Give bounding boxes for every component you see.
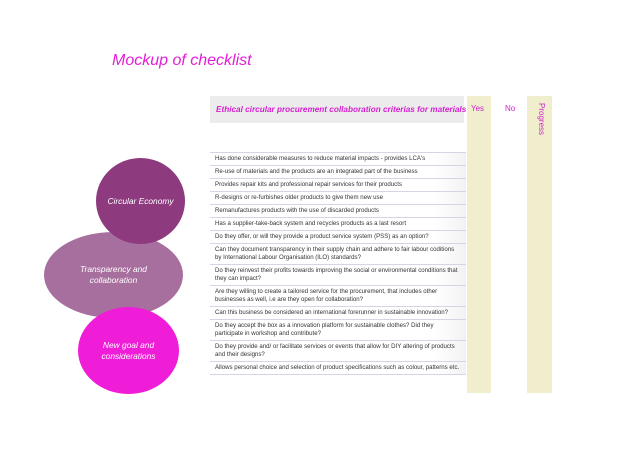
category-transparency-collaboration (44, 232, 183, 318)
category-circular-economy (96, 158, 185, 244)
yes-column-label: Yes (471, 104, 485, 113)
criteria-row[interactable]: Remanufactures products with the use of discarded products (210, 205, 466, 218)
criteria-row[interactable]: Allows personal choice and selection of product specifications such as colour, patterns etc. (210, 362, 466, 375)
criteria-row[interactable]: Has a supplier-take-back system and recycles products as a last resort (210, 218, 466, 231)
category-new-goal-considerations (78, 307, 179, 394)
criteria-row[interactable]: Re-use of materials and the products are an integrated part of the business (210, 166, 466, 179)
progress-column-label: Progress (537, 103, 546, 136)
criteria-row[interactable]: Can they document transparency in their supply chain and adhere to fair labour coditions by International Labour Organisation (ILO) standards? (210, 244, 466, 265)
criteria-row[interactable]: R-designs or re-furbishes older products to give them new use (210, 192, 466, 205)
category-label: Circular Economy (107, 195, 174, 206)
criteria-row[interactable]: Has done considerable measures to reduce material impacts - provides LCA's (210, 152, 466, 166)
criteria-row[interactable]: Do they reinvest their profits towards improving the social or environmental conditions that they can impact? (210, 265, 466, 286)
progress-column[interactable] (527, 96, 552, 393)
no-column-label: No (505, 104, 516, 113)
criteria-row[interactable]: Do they provide and/ or facilitate services or events that allow for DIY altering of products and their designs? (210, 341, 466, 362)
page-title: Mockup of checklist (112, 52, 252, 69)
criteria-row[interactable]: Do they accept the box as a innovation platform for sustainable clothes? Did they participate in workshop and contribute? (210, 320, 466, 341)
criteria-row[interactable]: Can this business be considered an international forerunner in sustainable innovation? (210, 307, 466, 320)
criteria-row[interactable]: Are they willing to create a tailored service for the procurement, that includes other businesses as well, i.e are they open for collaboration? (210, 286, 466, 307)
criteria-list (210, 152, 466, 375)
yes-column[interactable] (467, 96, 491, 393)
criteria-row[interactable]: Do they offer, or will they provide a product service system (PSS) as an option? (210, 231, 466, 244)
criteria-row[interactable]: Provides repair kits and professional repair services for their products (210, 179, 466, 192)
checklist-header (210, 96, 467, 123)
category-label: New goal and considerations (101, 339, 156, 361)
criteria-header-label: Ethical circular procurement collaboration criterias for materials (216, 105, 467, 114)
category-label: Transparency and collaboration (80, 264, 147, 285)
